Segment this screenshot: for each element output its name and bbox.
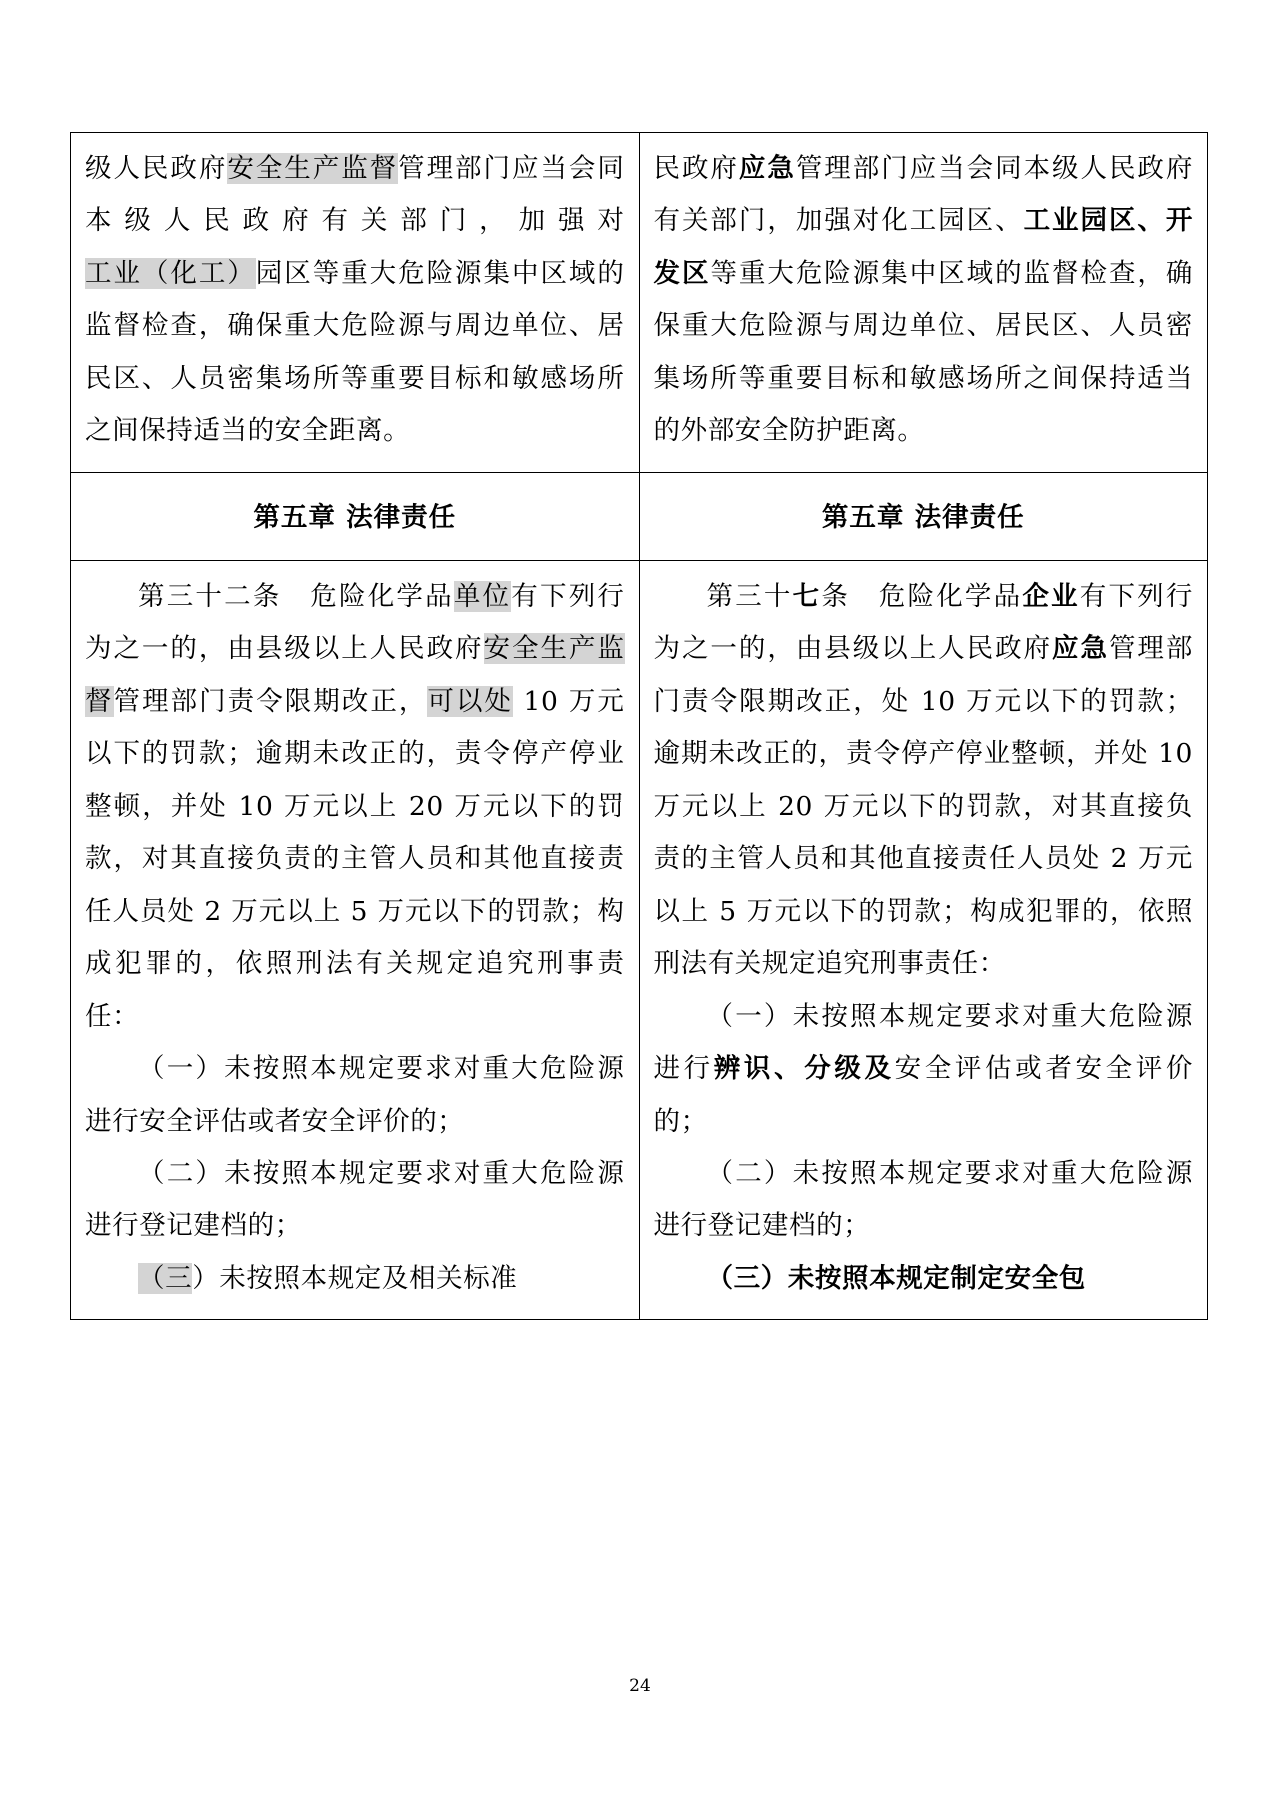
chapter-heading-left: 第五章 法律责任 xyxy=(253,501,457,533)
paragraph xyxy=(654,143,1194,458)
bold-text: （三）未按照本规定制定安全包 xyxy=(706,1262,1086,1294)
table-cell-right xyxy=(639,133,1208,473)
paragraph xyxy=(85,143,625,458)
text-run: 第三十二条 危险化学品 xyxy=(138,580,454,612)
highlighted-text: （三 xyxy=(138,1262,193,1294)
paragraph xyxy=(654,571,1194,991)
paragraph xyxy=(654,1253,1194,1305)
bold-text: 应急 xyxy=(1052,633,1109,665)
bold-text: 企业 xyxy=(1022,580,1080,612)
paragraph xyxy=(85,1043,625,1148)
comparison-table xyxy=(70,132,1208,1320)
chapter-cell-right xyxy=(639,472,1208,560)
bold-text: 应急 xyxy=(738,153,796,184)
cell-paragraphs-right xyxy=(654,571,1194,1306)
text-run: 安全评估或者安全评价的； xyxy=(653,1053,1193,1137)
text-run: 管理部门应当会同本级人民政府有关部门，加强对 xyxy=(85,153,625,237)
text-run: 民政府 xyxy=(653,153,739,184)
bold-text: 七 xyxy=(792,580,822,612)
text-run: 条 危险化学品 xyxy=(821,580,1023,612)
text-run: 10 万元以下的罚款；逾期未改正的，责令停产停业整顿，并处 10 万元以上 20 万元以下的罚款，对其直接负责的主管人员和其他直接责任人员处 2 万元以上 5 万元以下的罚款；构成犯罪的，依照刑法有关规定追究刑事责任： xyxy=(85,685,625,1032)
table-body xyxy=(71,133,1208,1320)
table-row xyxy=(71,133,1208,473)
text-run: 有下列行为之一的，由县级以上人民政府 xyxy=(85,580,625,665)
text-run: 管理部门应当会同本级人民政府有关部门，加强对化工园区、 xyxy=(653,153,1193,237)
text-run: 园区等重大危险源集中区域的监督检查，确保重大危险源与周边单位、居民区、人员密集场所等重要目标和敏感场所之间保持适当的安全距离。 xyxy=(85,257,625,447)
highlighted-text: 可以处 xyxy=(427,685,514,717)
cell-paragraphs-left xyxy=(85,571,625,1306)
chapter-cell-left xyxy=(71,472,640,560)
table-cell-left xyxy=(71,560,640,1320)
paragraph xyxy=(654,1148,1194,1253)
text-run: 第三十 xyxy=(706,580,793,612)
highlighted-text: 安全生产监督 xyxy=(227,153,399,184)
text-run: （一）未按照本规定要求对重大危险源进行 xyxy=(653,1000,1193,1085)
text-run: ）未按照本规定及相关标准 xyxy=(192,1262,518,1294)
text-run: （一）未按照本规定要求对重大危险源进行安全评估或者安全评价的； xyxy=(85,1053,625,1137)
bold-text: 工业园区、开发区 xyxy=(653,205,1193,289)
table-cell-right xyxy=(639,560,1208,1320)
highlighted-text: 工业（化工） xyxy=(85,257,256,289)
paragraph xyxy=(85,1148,625,1253)
text-run: 管理部门责令限期改正，处 10 万元以下的罚款；逾期未改正的，责令停产停业整顿，并处 10 万元以上 20 万元以下的罚款，对其直接负责的主管人员和其他直接责任人员处 2 万元以上 5 万元以下的罚款；构成犯罪的，依照刑法有关规定追究刑事责任： xyxy=(653,633,1193,980)
table-row-chapter xyxy=(71,472,1208,560)
paragraph xyxy=(654,991,1194,1148)
text-run: （二）未按照本规定要求对重大危险源进行登记建档的； xyxy=(85,1157,625,1242)
paragraph xyxy=(85,571,625,1043)
page-number: 24 xyxy=(629,1676,651,1696)
cell-paragraphs-right xyxy=(654,143,1194,458)
text-run: 管理部门责令限期改正， xyxy=(113,685,428,717)
highlighted-text: 单位 xyxy=(453,580,512,612)
highlighted-text: 安全生产监督 xyxy=(85,633,625,717)
text-run: 级人民政府 xyxy=(85,153,228,184)
table-cell-left xyxy=(71,133,640,473)
paragraph xyxy=(85,1253,625,1305)
cell-paragraphs-left xyxy=(85,143,625,458)
text-run: （二）未按照本规定要求对重大危险源进行登记建档的； xyxy=(653,1157,1193,1242)
text-run: 等重大危险源集中区域的监督检查，确保重大危险源与周边单位、居民区、人员密集场所等重要目标和敏感场所之间保持适当的外部安全防护距离。 xyxy=(653,257,1193,447)
table-row xyxy=(71,560,1208,1320)
text-run: 有下列行为之一的，由县级以上人民政府 xyxy=(653,580,1193,665)
bold-text: 辨识、分级及 xyxy=(713,1053,895,1085)
chapter-heading-right: 第五章 法律责任 xyxy=(821,501,1025,533)
